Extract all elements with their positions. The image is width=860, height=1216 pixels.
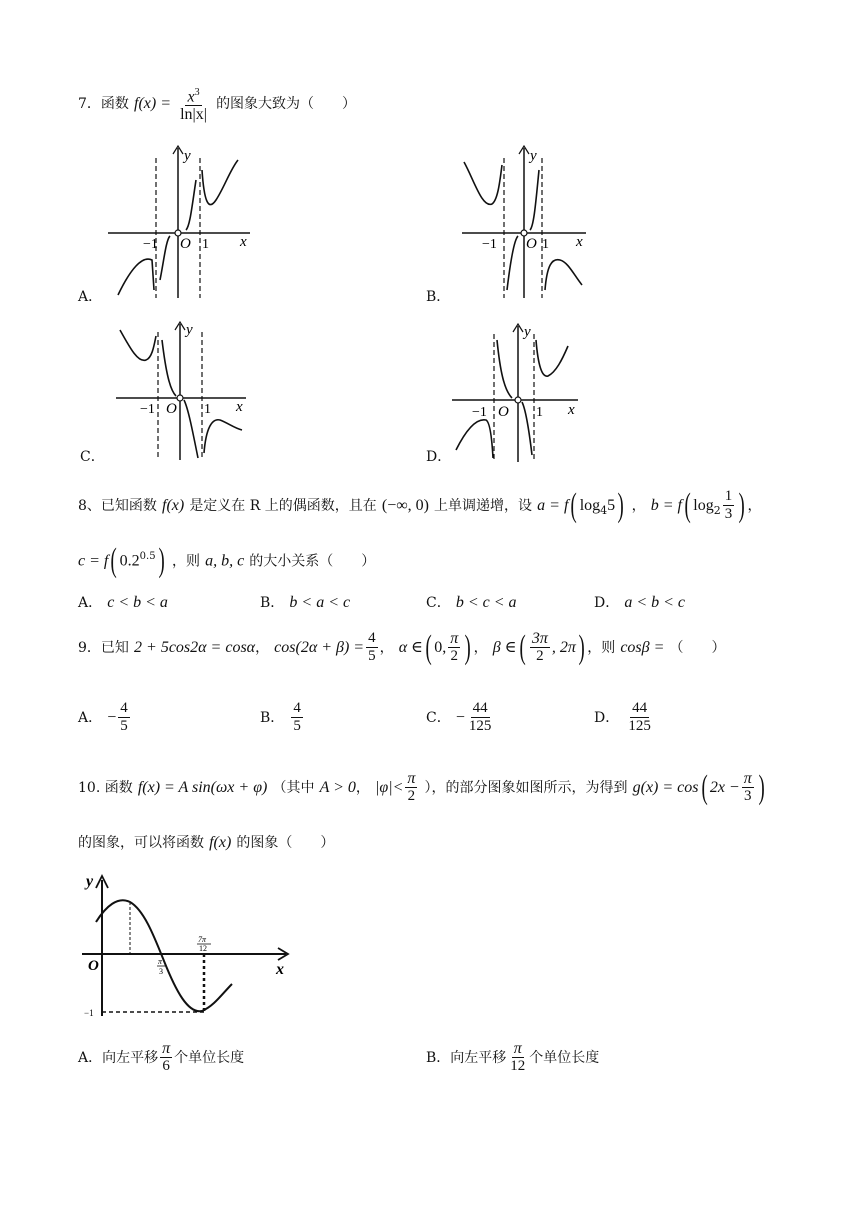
q10-text-3: ），的部分图象如图所示，为得到 [424,780,628,796]
q8-option-c-label: C． [426,595,451,611]
q9-option-a-num: 4 [120,700,128,716]
q8-fx: f(x) [162,497,185,514]
q10-option-b[interactable] [426,1040,599,1075]
q10-option-b-num: π [513,1040,522,1057]
q9-option-b[interactable] [260,700,305,735]
q10-fdef: f(x) = A sin(ωx + φ) [137,779,268,796]
q10-tick-b-num: 7π [198,935,207,944]
q7a-origin: O [180,236,191,252]
q9-beta-den: 2 [536,648,544,664]
q7-option-a-label[interactable]: A． [78,289,103,305]
q8-option-b-label: B． [260,595,285,611]
q9-alpha-num: π [450,630,459,647]
q9-eq2-num: 4 [368,630,376,646]
q10-g-fraction [742,770,754,805]
q10-option-b-fraction [508,1040,527,1075]
q9-alpha-fraction [448,630,460,665]
q9-option-d[interactable] [594,700,655,735]
q7-option-d-label[interactable]: D． [426,449,452,465]
q10-sep: ， [355,780,370,796]
q7-option-b-label[interactable]: B． [426,289,451,305]
q9-eq-2: cos(2α + β) = [274,639,365,656]
q9-option-d-num: 44 [632,700,648,716]
q8-option-a-expr: c < b < a [107,594,168,611]
q7c-tick-1: 1 [204,402,211,417]
q9-paren: （ ） [669,640,726,656]
q8-c-exponent: 0.5 [139,551,156,563]
question-10-line2 [78,832,334,852]
q7-option-c-graph [108,318,258,463]
q7a-y-label: y [184,148,191,164]
q7b-tick-m1: −1 [482,237,497,252]
q10-tick-a-den: 3 [159,967,163,976]
q8-c-base: 0.2 [119,552,140,570]
q10-option-b-den: 12 [510,1058,526,1074]
q8-intro: 8、已知函数 [78,498,157,514]
q9-option-a-fraction [118,700,130,735]
q9-beta-right: , 2π [551,639,576,656]
q7-option-c-label[interactable]: C． [80,449,105,465]
q9-option-a-den: 5 [120,718,128,734]
q10-line2-a: 的图象，可以将函数 [78,835,204,851]
q8-option-a-label: A． [78,595,103,611]
question-8-line1: 8、已知函数 f(x) 是定义在 R 上的偶函数，且在 (−∞, 0) 上单调递增，设 a = f( $\log_45$) ， b = f( $\log_2$ $\frac{1}{3}$ ) ， [78,486,762,524]
q9-option-c-fraction [467,700,494,735]
q8-b-denominator: 3 [724,506,733,522]
q7d-tick-m1: −1 [472,405,487,420]
q9-comma-3: ， [473,640,488,656]
q10-cond-2: |φ|< [374,779,404,796]
q9-option-c[interactable] [426,700,495,735]
q10-cond2-num: π [407,770,416,787]
q9-beta-num: 3π [531,630,548,647]
q9-beta-fraction [530,630,550,665]
q10-y-label: y [86,873,94,890]
q9-beta: β ∈ [492,639,517,656]
q9-option-d-label: D． [594,710,620,726]
q8-text-5: 的大小关系（ ） [249,553,376,570]
q10-origin: O [88,958,99,974]
q8-b-fraction [723,488,735,523]
q7b-x-label: x [576,234,583,250]
q10-cond2-fraction [405,770,417,805]
q9-alpha-left: 0, [434,639,447,656]
q7a-tick-m1: −1 [143,237,158,252]
q10-tick-a-num: π [158,957,163,966]
q8-a-log: log [579,497,601,514]
q9-option-c-den: 125 [468,718,492,734]
q7-tail: 的图象大致为（ ） [216,96,357,113]
q9-alpha: α ∈ [398,639,423,656]
q10-x-label: x [276,961,284,978]
q10-option-a-fraction [160,1040,172,1075]
q10-option-a-label: A．向左平移 [78,1050,159,1066]
q8-text-2: 是定义在 R 上的偶函数，且在 [189,498,377,514]
q9-cos-beta: cosβ = [620,639,665,656]
q8-comma-1: ， [631,498,646,514]
q8-b-base: 2 [713,504,721,518]
q9-option-c-sign: − [455,709,465,726]
q8-interval: (−∞, 0) [381,497,429,514]
q8-text-3: 上单调递增，设 [434,498,533,514]
q10-option-a[interactable] [78,1040,244,1075]
q7-function: f(x) = [134,95,172,113]
q7c-y-label: y [186,322,193,338]
q7a-tick-1: 1 [202,237,209,252]
q8-b-def: b = f [650,497,682,514]
q8-option-d-label: D． [594,595,620,611]
q10-intro: 10. 函数 [78,780,133,796]
q10-option-b-label: B．向左平移 [426,1050,507,1066]
q10-g: g(x) = cos [632,779,699,796]
q9-option-b-label: B． [260,710,285,726]
q9-comma-1: ， [255,640,270,656]
q7c-tick-m1: −1 [140,402,155,417]
q9-intro: 9．已知 [78,640,129,656]
question-8-line2: c = f( $0.2^{0.5}$) ，则 a, b, c 的大小关系（ ） [78,542,376,579]
q9-option-a[interactable] [78,700,132,735]
q7-option-b-graph [456,140,616,300]
q9-option-b-num: 4 [293,700,301,716]
q7d-y-label: y [524,324,531,340]
q10-tick-b-den: 12 [199,944,207,953]
q8-option-b[interactable] [260,592,350,612]
q9-eq2-fraction [366,630,378,665]
q10-minus-one: −1 [84,1008,94,1018]
q7b-origin: O [526,236,537,252]
q9-option-a-label: A． [78,710,103,726]
q10-line2-f: f(x) [209,834,232,851]
q7d-x-label: x [568,402,575,418]
q9-eq2-den: 5 [368,648,376,664]
q7a-x-label: x [240,234,247,250]
q8-option-b-expr: b < a < c [289,594,351,611]
q10-option-a-tail: 个单位长度 [174,1050,245,1066]
q8-option-c[interactable] [426,592,517,612]
q8-b-numerator: 1 [724,488,733,504]
q10-text-2: （其中 [272,780,315,796]
q10-g-num: π [743,770,752,787]
question-9-stem: 9．已知 2 + 5cos2α = cosα， cos(2α + β) = $\frac{4}{5}$ ， α ∈( 0, $\frac{\pi}{2}$ ) ， β ∈( $\frac{3\pi}{2}$ , 2π) ，则 cosβ = （ ） [78,628,726,666]
q9-tail: ，则 [587,640,616,656]
q8-option-d-expr: a < b < c [624,594,686,611]
q8-option-c-expr: b < c < a [455,594,517,611]
q7-exponent: 3 [194,87,200,98]
q8-option-a[interactable] [78,592,168,612]
q7b-y-label: y [530,148,537,164]
q10-line2-b: 的图象（ ） [236,835,335,851]
q7-option-d-graph [450,320,590,465]
q7d-origin: O [498,404,509,420]
q7c-origin: O [166,401,177,417]
q10-graph [78,866,293,1026]
q10-option-a-den: 6 [162,1058,170,1074]
q9-option-c-num: 44 [472,700,488,716]
q9-option-d-den: 125 [628,718,651,734]
q7-option-a-graph [100,140,260,300]
q7-denominator: ln|x| [180,106,207,124]
q8-option-d[interactable] [594,592,685,612]
q10-option-b-tail: 个单位长度 [529,1050,600,1066]
q7-number: 7．函数 [78,96,129,113]
q9-option-b-den: 5 [293,718,301,734]
q9-comma-2: ， [379,640,394,656]
q9-option-b-fraction [291,700,303,735]
q7c-x-label: x [236,399,243,415]
q7d-tick-1: 1 [536,405,543,420]
q8-a-def: a = f [537,497,569,514]
q9-option-d-fraction [626,700,653,735]
q8-abc: a, b, c [205,552,245,570]
q7b-tick-1: 1 [542,237,549,252]
q10-cond2-den: 2 [407,788,416,804]
q10-g-den: 3 [743,788,752,804]
q9-option-c-label: C． [426,710,451,726]
question-7-stem [78,84,356,123]
q8-a-base: 4 [600,504,608,518]
q8-a-arg: 5 [607,497,616,514]
question-10-line1: 10. 函数 f(x) = A sin(ωx + φ) （其中 A > 0， |φ|< $\frac{\pi}{2}$ ），的部分图象如图所示，为得到 g(x) = cos( 2x − $\frac{\pi}{3}$ ) [78,768,765,806]
q9-eq-1: 2 + 5cos2α = cosα [134,639,256,656]
q8-b-log: log [693,497,714,514]
q10-cond-1: A > 0 [319,779,356,796]
q7-numerator: x [187,88,195,106]
q10-g-inner: 2x − [709,779,740,796]
q8-c-def: c = f [78,552,109,570]
q8-text-4: ，则 [172,553,200,570]
q7-fraction [178,84,209,123]
q9-alpha-den: 2 [450,648,459,664]
q10-option-a-num: π [162,1040,171,1057]
q8-comma-2: ， [747,498,762,514]
q9-option-a-sign: − [107,709,117,726]
